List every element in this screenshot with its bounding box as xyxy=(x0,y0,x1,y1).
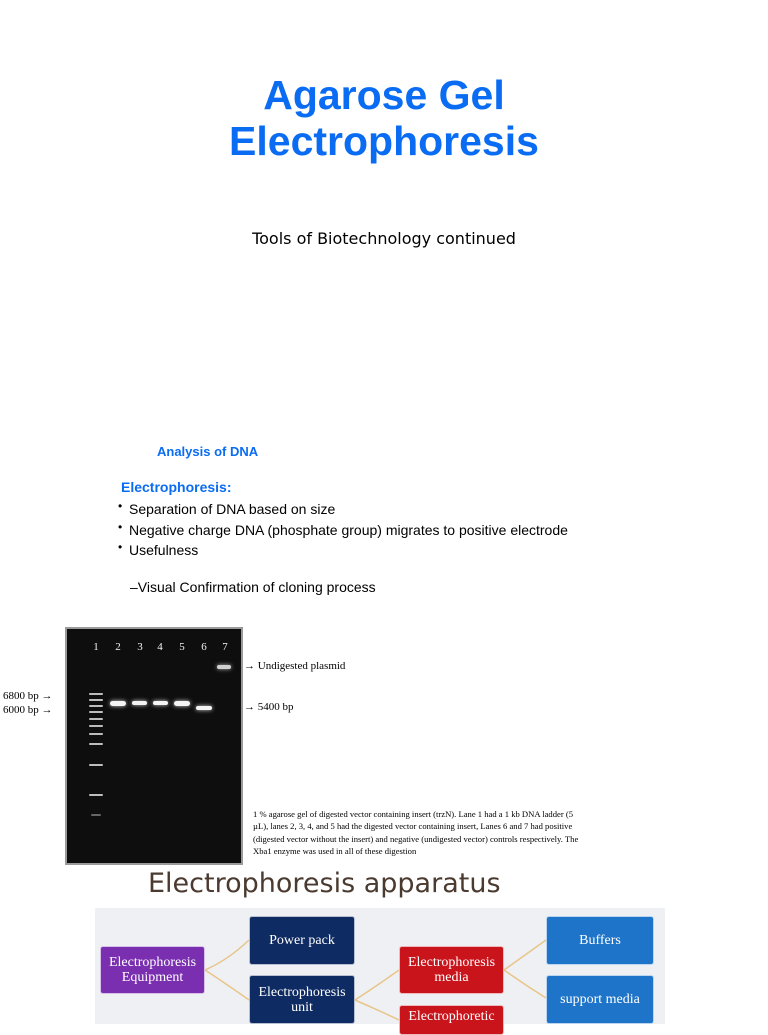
lane-number: 2 xyxy=(115,641,121,653)
buffers-box: Buffers xyxy=(546,916,654,965)
lane-number: 7 xyxy=(222,641,228,653)
equipment-box: Electrophoresis Equipment xyxy=(100,946,205,994)
lane-number: 6 xyxy=(201,641,207,653)
lane-number: 4 xyxy=(157,641,163,653)
slide-title-line2: Electrophoresis xyxy=(229,118,539,164)
slide-subtitle: Tools of Biotechnology continued xyxy=(252,229,516,248)
bullet-item: • Separation of DNA based on size xyxy=(118,499,568,520)
slide-title-line1: Agarose Gel xyxy=(263,72,505,118)
size-label-5400: → 5400 bp xyxy=(244,701,294,713)
sub-bullet-item: –Visual Confirmation of cloning process xyxy=(130,579,376,595)
analysis-heading: Analysis of DNA xyxy=(157,444,259,459)
bullet-item: • Negative charge DNA (phosphate group) migrates to positive electrode xyxy=(118,520,568,541)
size-label-6800: 6800 bp → xyxy=(3,690,53,702)
power-pack-box: Power pack xyxy=(249,916,355,965)
bullet-item: • Usefulness xyxy=(118,540,568,561)
size-label-6000: 6000 bp → xyxy=(3,704,53,716)
undigested-plasmid-label: → Undigested plasmid xyxy=(244,660,346,672)
gel-caption: 1 % agarose gel of digested vector containing insert (trzN). Lane 1 had a 1 kb DNA ladder (5 µL), lanes 2, 3, 4, and 5 had the digested vector containing insert, Lanes 6 and 7 had positive (digested vector without the insert) and negative (undigested vector) controls respectively. The Xba1 enzyme was used in all of these digestion xyxy=(253,809,579,856)
lane-number: 5 xyxy=(179,641,185,653)
lane-number: 1 xyxy=(93,641,99,653)
apparatus-title: Electrophoresis apparatus xyxy=(148,868,501,899)
topic-label: Electrophoresis: xyxy=(121,479,232,495)
media-box: Electrophoresis media xyxy=(399,946,504,994)
lane-number: 3 xyxy=(137,641,143,653)
unit-box: Electrophoresis unit xyxy=(249,975,355,1024)
electrophoretic-box: Electrophoretic xyxy=(399,1005,504,1035)
support-media-box: support media xyxy=(546,975,654,1024)
